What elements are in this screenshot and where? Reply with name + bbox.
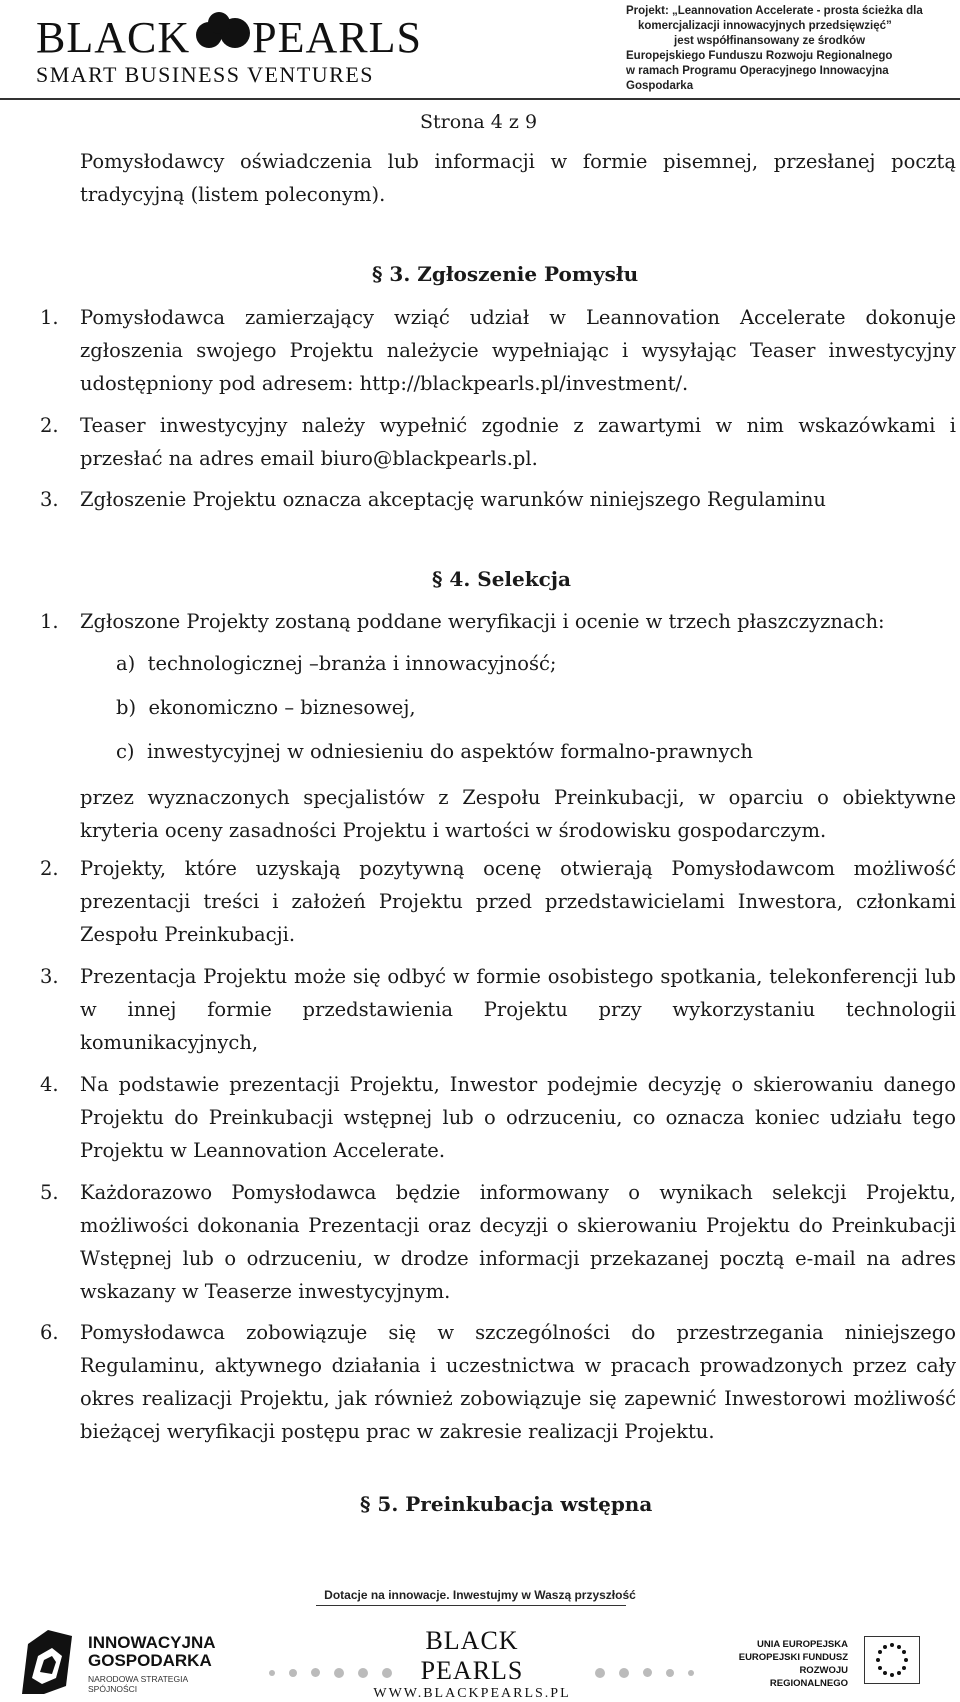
ig-emblem-icon	[18, 1626, 76, 1694]
sublist-label: a)	[116, 652, 136, 675]
pearls-icon	[190, 12, 252, 58]
list-number: 4.	[40, 1073, 59, 1096]
eu-text	[738, 1638, 848, 1690]
intro-paragraph: Pomysłodawcy oświadczenia lub informacji w formie pisemnej, przesłanej pocztą tradycyjną (listem poleconym).	[80, 150, 956, 206]
section-3-heading: § 3. Zgłoszenie Pomysłu	[372, 262, 639, 286]
footer-tagline: Dotacje na innowacje. Inwestujmy w Waszą przyszłość	[324, 1588, 636, 1602]
black-pearls-logo	[36, 4, 422, 90]
sublist-label: c)	[116, 740, 135, 763]
ig-line-2: GOSPODARKA	[88, 1651, 212, 1670]
project-info	[626, 4, 946, 94]
footer-divider	[316, 1605, 626, 1606]
footer-logo-url[interactable]: WWW.BLACKPEARLS.PL	[373, 1686, 571, 1701]
footer-logo-title: BLACK PEARLS	[420, 1626, 524, 1685]
list-item: Na podstawie prezentacji Projektu, Inwestor podejmie decyzję o skierowaniu danego Projektu do Preinkubacji wstępnej lub o odrzuceniu, co oznacza koniec udziału tego Projektu w Leannovation Accelerate.	[80, 1073, 956, 1162]
dots-right	[588, 1662, 701, 1672]
ig-strategy-text: NARODOWA STRATEGIA SPÓJNOŚCI	[88, 1674, 188, 1694]
page-number: Strona 4 z 9	[420, 111, 538, 133]
list-number: 6.	[40, 1321, 59, 1344]
project-line: Europejskiego Funduszu Rozwoju Regionalnego	[626, 50, 893, 62]
eu-line-1: UNIA EUROPEJSKA	[757, 1639, 848, 1650]
section-4-heading: § 4. Selekcja	[432, 567, 571, 591]
logo-subtitle: SMART BUSINESS VENTURES	[36, 62, 374, 87]
list-number: 2.	[40, 857, 59, 880]
list-number: 3.	[40, 965, 59, 988]
sublist-item	[116, 691, 416, 724]
list-item: Projekty, które uzyskają pozytywną ocenę otwierają Pomysłodawcom możliwość prezentacji treści i założeń Projektu przed przedstawicielami Inwestora, członkami Zespołu Preinkubacji.	[80, 857, 956, 946]
list-item: Zgłoszenie Projektu oznacza akceptację warunków niniejszego Regulaminu	[80, 488, 826, 511]
sublist-text: ekonomiczno – biznesowej,	[148, 696, 416, 719]
list-number: 5.	[40, 1181, 59, 1204]
sublist-text: inwestycyjnej w odniesieniu do aspektów formalno-prawnych	[146, 740, 753, 763]
list-item: Teaser inwestycyjny należy wypełnić zgodnie z zawartymi w nim wskazówkami i przesłać na adres email biuro@blackpearls.pl.	[80, 414, 956, 470]
page-header	[0, 0, 960, 100]
eu-logo	[738, 1636, 948, 1690]
logo-title: BLACK PEARLS	[36, 13, 422, 62]
project-line: jest współfinansowany ze środków	[674, 35, 866, 47]
innowacyjna-gospodarka-logo	[18, 1626, 238, 1694]
list-number: 3.	[40, 488, 59, 511]
sublist-item	[116, 647, 557, 680]
black-pearls-footer-logo	[372, 1626, 572, 1702]
eu-line-3: ROZWOJU REGIONALNEGO	[769, 1665, 848, 1689]
sublist-item	[116, 735, 753, 768]
list-item: Pomysłodawca zobowiązuje się w szczególności do przestrzegania niniejszego Regulaminu, aktywnego działania i uczestnictwa w pracach prowadzonych przez cały okres realizacji Projektu, jak również zobowiązuje się zapewnić Inwestorowi możliwość bieżącej weryfikacji postępu prac w zakresie realizacji Projektu.	[80, 1321, 956, 1443]
project-line: Projekt: „Leannovation Accelerate - prosta ścieżka dla	[626, 5, 923, 17]
list-number: 2.	[40, 414, 59, 437]
project-line: w ramach Programu Operacyjnego Innowacyjna Gospodarka	[626, 65, 889, 92]
list-item: Prezentacja Projektu może się odbyć w formie osobistego spotkania, telekonferencji lub w innej formie przedstawienia Projektu przy wykorzystaniu technologii komunikacyjnych,	[80, 965, 956, 1054]
section-5-heading: § 5. Preinkubacja wstępna	[360, 1492, 653, 1516]
ig-line-1: INNOWACYJNA	[88, 1633, 216, 1652]
list-item: Zgłoszone Projekty zostaną poddane weryfikacji i ocenie w trzech płaszczyznach:	[80, 610, 885, 633]
eu-line-2: EUROPEJSKI FUNDUSZ	[738, 1652, 848, 1663]
project-line: komercjalizacji innowacyjnych przedsięwzięć”	[638, 20, 892, 32]
header-divider	[0, 98, 960, 100]
sublist-text: technologicznej –branża i innowacyjność;	[147, 652, 557, 675]
list-number: 1.	[40, 306, 59, 329]
sublist-label: b)	[116, 696, 137, 719]
list-item: Pomysłodawca zamierzający wziąć udział w Leannovation Accelerate dokonuje zgłoszenia swojego Projektu należycie wypełniając i wysyłając Teaser inwestycyjny udostępniony pod adresem: http://blackpearls.pl/investment/.	[80, 306, 956, 395]
list-item: Każdorazowo Pomysłodawca będzie informowany o wynikach selekcji Projektu, możliwości dokonania Prezentacji oraz decyzji o skierowaniu Projektu do Preinkubacji Wstępnej lub o odrzuceniu, w drodze informacji przekazanej pocztą e-mail na adres wskazany w Teaserze inwestycyjnym.	[80, 1181, 956, 1303]
page-footer	[0, 1612, 960, 1701]
list-item-continuation: przez wyznaczonych specjalistów z Zespołu Preinkubacji, w oparciu o obiektywne kryteria oceny zasadności Projektu i wartości w środowisku gospodarczym.	[80, 786, 956, 842]
ig-wordmark	[88, 1634, 216, 1670]
eu-flag-icon	[864, 1636, 920, 1684]
list-number: 1.	[40, 610, 59, 633]
